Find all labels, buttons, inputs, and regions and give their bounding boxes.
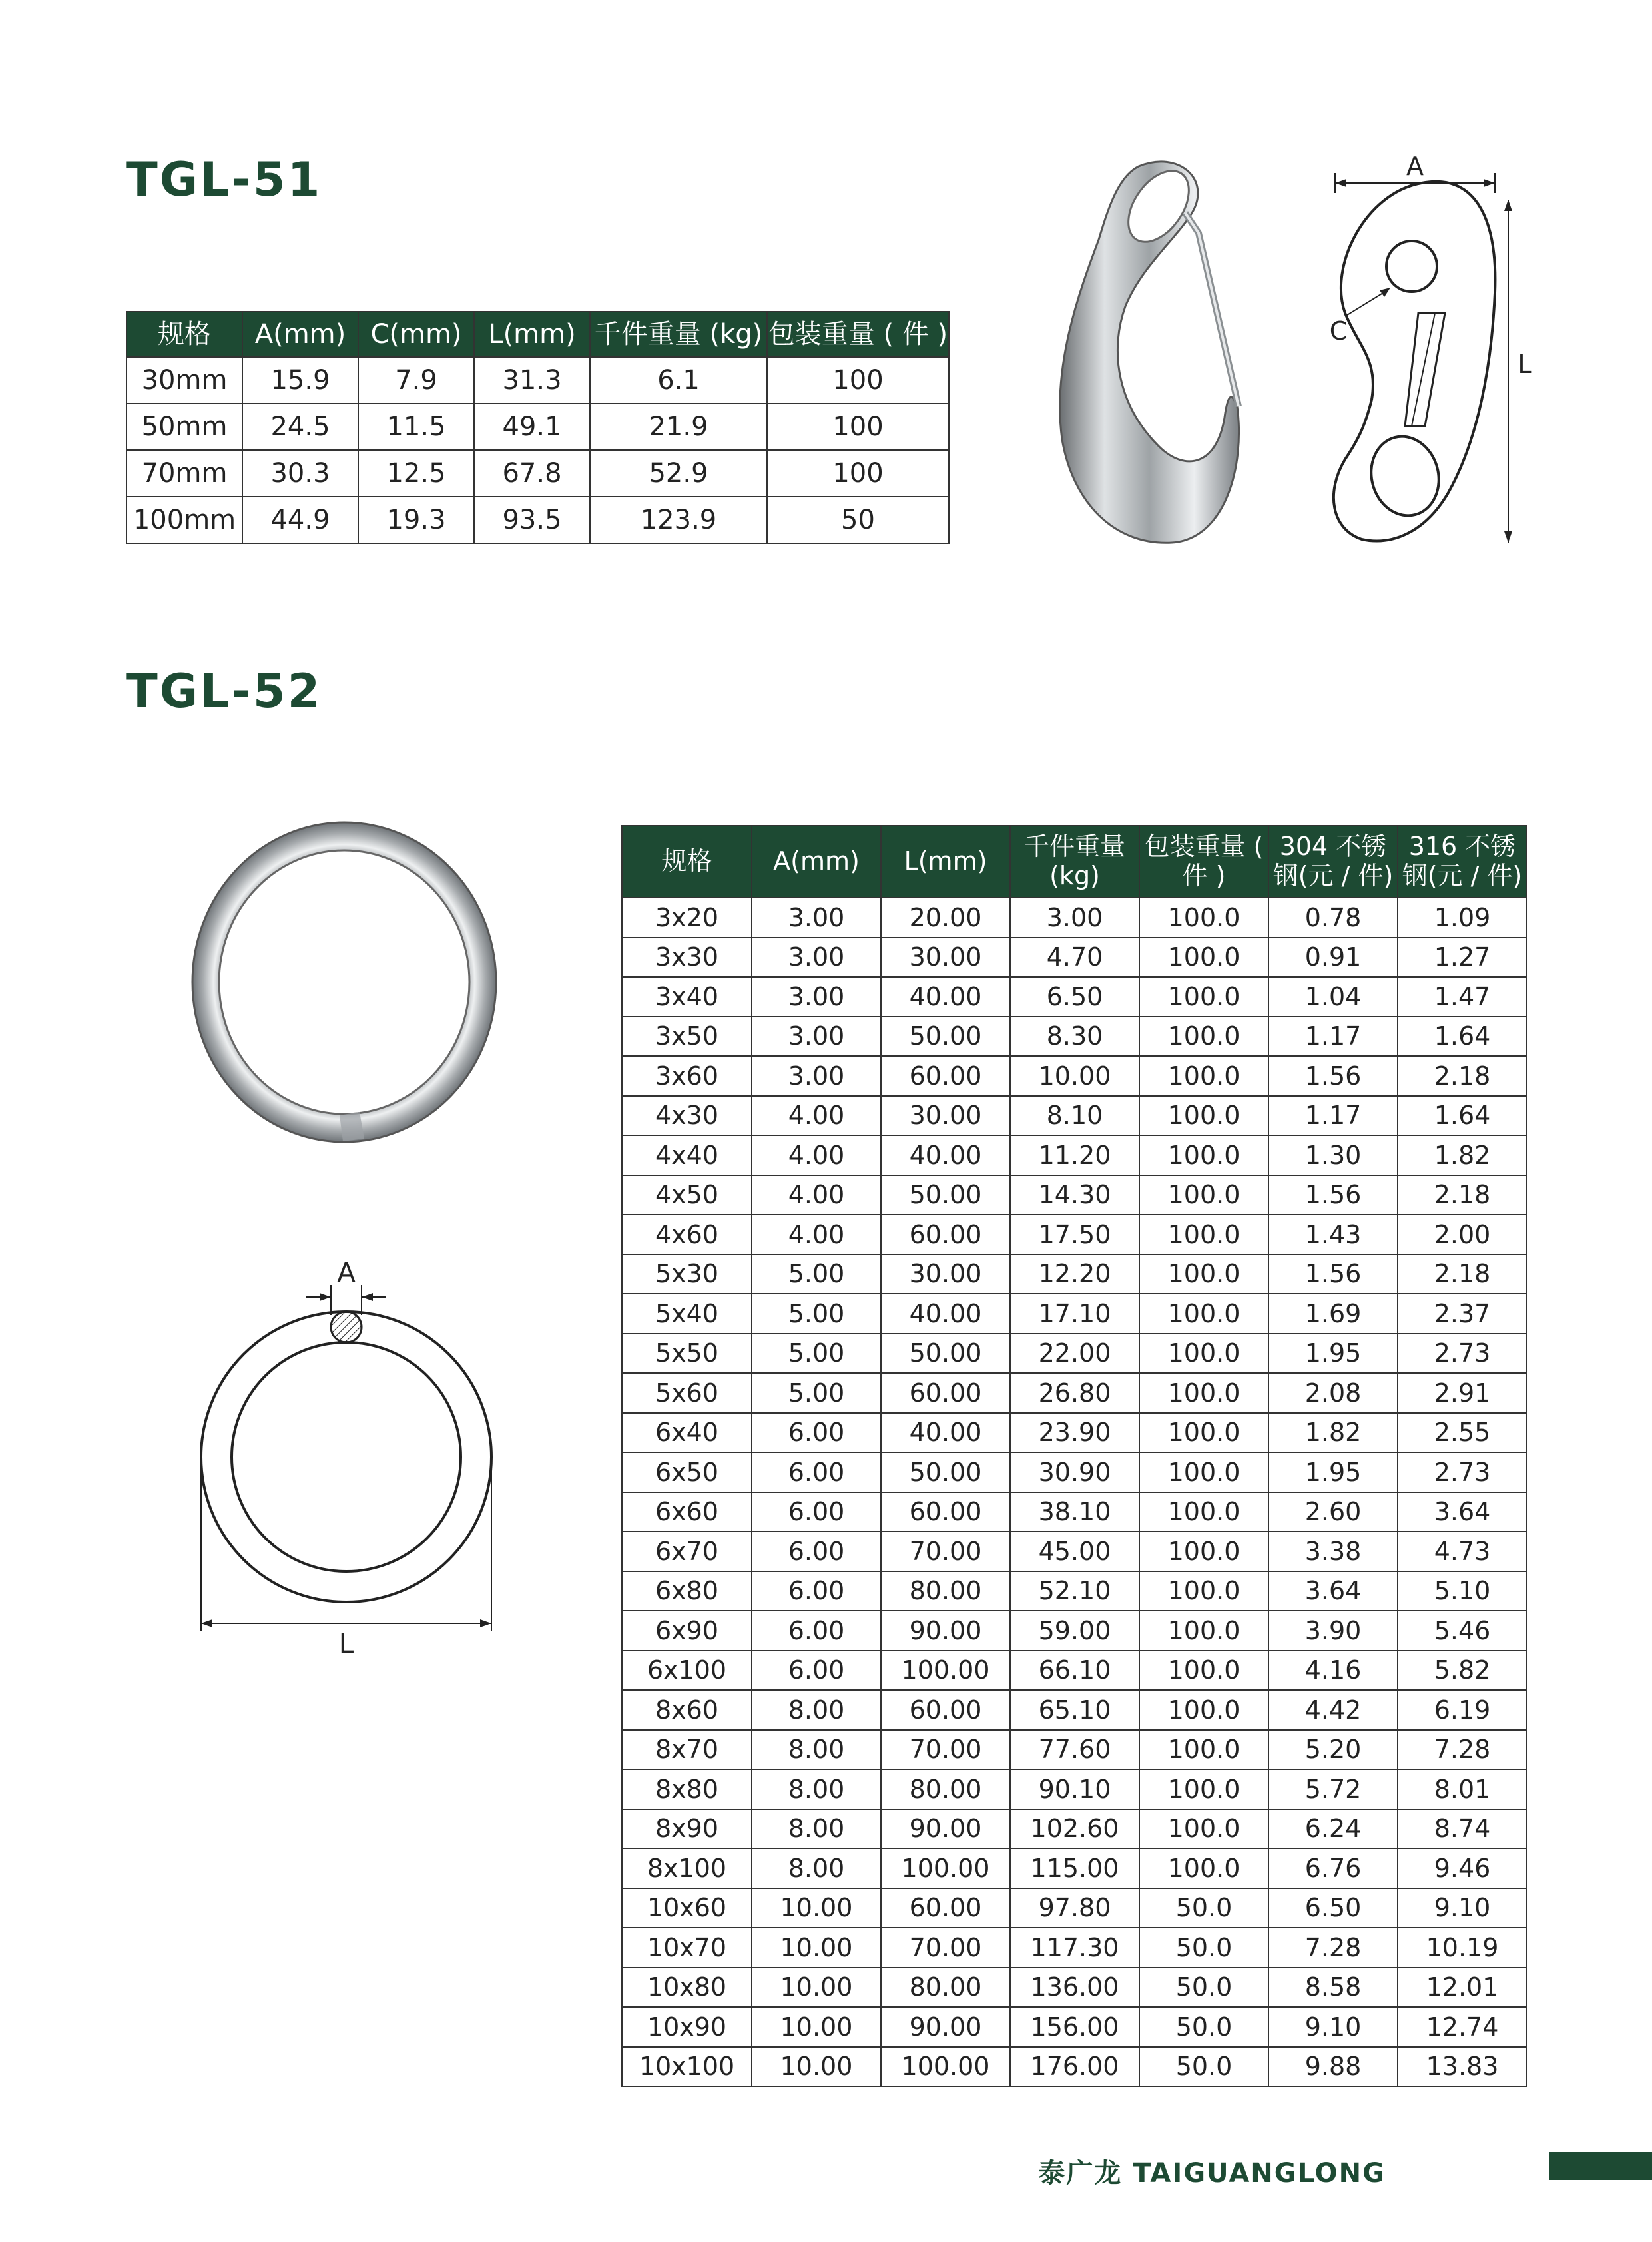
table-header-row <box>127 312 949 357</box>
table-header-row <box>622 826 1527 898</box>
size-cell: 10x80 <box>622 1968 752 2008</box>
table-cell: 50.0 <box>1139 1888 1268 1928</box>
table-cell: 70.00 <box>881 1928 1010 1968</box>
table-cell: 3.00 <box>752 938 881 978</box>
table-cell: 70.00 <box>881 1532 1010 1571</box>
table-cell: 50.0 <box>1139 2047 1268 2087</box>
table-cell: 10.00 <box>752 1928 881 1968</box>
table-cell: 6.00 <box>752 1492 881 1532</box>
table-cell: 23.90 <box>1010 1413 1139 1453</box>
table-cell: 100.0 <box>1139 1809 1268 1849</box>
table-cell: 5.82 <box>1398 1651 1527 1691</box>
table-cell: 8.00 <box>752 1690 881 1730</box>
column-header: 千件重量 (kg) <box>1010 826 1139 898</box>
table-cell: 100.0 <box>1139 1255 1268 1294</box>
table-cell: 30.00 <box>881 938 1010 978</box>
table-cell: 100.0 <box>1139 1730 1268 1770</box>
table-cell: 100.0 <box>1139 1017 1268 1057</box>
table-cell: 50.00 <box>881 1452 1010 1492</box>
table-cell: 100.0 <box>1139 1492 1268 1532</box>
table-row <box>622 2047 1527 2087</box>
table-row <box>127 497 949 543</box>
table-row <box>622 1135 1527 1175</box>
table-cell: 2.18 <box>1398 1056 1527 1096</box>
table-cell: 1.04 <box>1268 977 1398 1017</box>
size-cell: 3x50 <box>622 1017 752 1057</box>
table-cell: 8.58 <box>1268 1968 1398 2008</box>
table-row <box>622 977 1527 1017</box>
table-row <box>622 1928 1527 1968</box>
table-cell: 100.0 <box>1139 1215 1268 1255</box>
table-cell: 123.9 <box>590 497 767 543</box>
table-row <box>127 357 949 404</box>
table-cell: 6.50 <box>1010 977 1139 1017</box>
table-cell: 4.70 <box>1010 938 1139 978</box>
tgl51-title: TGL-51 <box>126 152 322 207</box>
table-row <box>622 1730 1527 1770</box>
table-cell: 1.27 <box>1398 938 1527 978</box>
table-cell: 0.78 <box>1268 898 1398 938</box>
table-cell: 15.9 <box>242 357 358 404</box>
table-cell: 3.00 <box>1010 898 1139 938</box>
size-cell: 6x60 <box>622 1492 752 1532</box>
table-cell: 1.69 <box>1268 1294 1398 1334</box>
dim-a-label: A <box>1406 152 1424 181</box>
table-cell: 80.00 <box>881 1571 1010 1611</box>
table-cell: 9.10 <box>1398 1888 1527 1928</box>
table-cell: 1.64 <box>1398 1017 1527 1057</box>
table-cell: 100.0 <box>1139 1769 1268 1809</box>
table-cell: 3.64 <box>1268 1571 1398 1611</box>
table-cell: 8.00 <box>752 1809 881 1849</box>
table-cell: 19.3 <box>358 497 474 543</box>
table-cell: 40.00 <box>881 1294 1010 1334</box>
size-cell: 30mm <box>127 357 242 404</box>
table-cell: 4.42 <box>1268 1690 1398 1730</box>
table-cell: 9.46 <box>1398 1848 1527 1888</box>
table-cell: 6.1 <box>590 357 767 404</box>
dim-l-label: L <box>1517 350 1532 379</box>
table-cell: 45.00 <box>1010 1532 1139 1571</box>
table-cell: 5.00 <box>752 1255 881 1294</box>
table-cell: 26.80 <box>1010 1373 1139 1413</box>
table-cell: 2.55 <box>1398 1413 1527 1453</box>
table-cell: 3.00 <box>752 1056 881 1096</box>
table-cell: 100.0 <box>1139 1175 1268 1215</box>
column-header: L(mm) <box>474 312 590 357</box>
size-cell: 4x40 <box>622 1135 752 1175</box>
table-row <box>622 1255 1527 1294</box>
table-cell: 6.00 <box>752 1532 881 1571</box>
column-header: L(mm) <box>881 826 1010 898</box>
table-cell: 2.73 <box>1398 1452 1527 1492</box>
table-cell: 3.64 <box>1398 1492 1527 1532</box>
size-cell: 100mm <box>127 497 242 543</box>
table-cell: 2.18 <box>1398 1175 1527 1215</box>
size-cell: 5x50 <box>622 1334 752 1374</box>
table-cell: 90.10 <box>1010 1769 1139 1809</box>
table-row <box>622 1096 1527 1136</box>
table-cell: 2.91 <box>1398 1373 1527 1413</box>
table-cell: 10.00 <box>1010 1056 1139 1096</box>
table-cell: 2.37 <box>1398 1294 1527 1334</box>
table-cell: 10.00 <box>752 2007 881 2047</box>
table-cell: 3.38 <box>1268 1532 1398 1571</box>
size-cell: 4x50 <box>622 1175 752 1215</box>
size-cell: 8x90 <box>622 1809 752 1849</box>
table-cell: 90.00 <box>881 1611 1010 1651</box>
table-cell: 1.47 <box>1398 977 1527 1017</box>
table-cell: 40.00 <box>881 1413 1010 1453</box>
table-row <box>622 2007 1527 2047</box>
table-cell: 3.00 <box>752 1017 881 1057</box>
table-cell: 100.0 <box>1139 1848 1268 1888</box>
table-cell: 12.01 <box>1398 1968 1527 2008</box>
table-cell: 5.20 <box>1268 1730 1398 1770</box>
size-cell: 6x100 <box>622 1651 752 1691</box>
table-row <box>622 1294 1527 1334</box>
table-cell: 1.56 <box>1268 1175 1398 1215</box>
table-cell: 65.10 <box>1010 1690 1139 1730</box>
table-row <box>622 1532 1527 1571</box>
footer-accent-bar <box>1549 2152 1652 2180</box>
snap-hook-diagram <box>1305 146 1558 559</box>
size-cell: 10x90 <box>622 2007 752 2047</box>
size-cell: 6x90 <box>622 1611 752 1651</box>
table-row <box>622 1888 1527 1928</box>
table-cell: 10.00 <box>752 2047 881 2087</box>
table-cell: 50.00 <box>881 1334 1010 1374</box>
table-cell: 59.00 <box>1010 1611 1139 1651</box>
size-cell: 3x60 <box>622 1056 752 1096</box>
table-cell: 17.50 <box>1010 1215 1139 1255</box>
column-header: 千件重量 (kg) <box>590 312 767 357</box>
column-header: 规格 <box>127 312 242 357</box>
table-cell: 136.00 <box>1010 1968 1139 2008</box>
table-cell: 2.08 <box>1268 1373 1398 1413</box>
table-cell: 100.0 <box>1139 1413 1268 1453</box>
table-row <box>622 1848 1527 1888</box>
table-cell: 9.10 <box>1268 2007 1398 2047</box>
table-cell: 10.00 <box>752 1968 881 2008</box>
round-ring-photo <box>190 819 499 1152</box>
table-cell: 52.10 <box>1010 1571 1139 1611</box>
table-cell: 2.60 <box>1268 1492 1398 1532</box>
table-cell: 100.0 <box>1139 1294 1268 1334</box>
table-cell: 50.0 <box>1139 2007 1268 2047</box>
table-cell: 1.09 <box>1398 898 1527 938</box>
table-cell: 8.74 <box>1398 1809 1527 1849</box>
size-cell: 6x80 <box>622 1571 752 1611</box>
table-cell: 1.43 <box>1268 1215 1398 1255</box>
table-cell: 22.00 <box>1010 1334 1139 1374</box>
table-row <box>622 1017 1527 1057</box>
table-cell: 12.20 <box>1010 1255 1139 1294</box>
table-cell: 5.00 <box>752 1373 881 1413</box>
table-cell: 1.95 <box>1268 1334 1398 1374</box>
table-cell: 5.00 <box>752 1294 881 1334</box>
table-cell: 100.0 <box>1139 1690 1268 1730</box>
table-cell: 100.0 <box>1139 1452 1268 1492</box>
table-cell: 100.00 <box>881 1651 1010 1691</box>
size-cell: 6x70 <box>622 1532 752 1571</box>
size-cell: 3x30 <box>622 938 752 978</box>
table-cell: 100 <box>767 357 949 404</box>
table-cell: 60.00 <box>881 1888 1010 1928</box>
dim-a-label: A <box>337 1258 356 1288</box>
table-cell: 6.76 <box>1268 1848 1398 1888</box>
table-cell: 5.46 <box>1398 1611 1527 1651</box>
table-cell: 4.73 <box>1398 1532 1527 1571</box>
table-cell: 90.00 <box>881 2007 1010 2047</box>
table-cell: 100.0 <box>1139 1056 1268 1096</box>
tgl51-spec-table <box>126 311 950 544</box>
table-cell: 6.00 <box>752 1571 881 1611</box>
table-cell: 44.9 <box>242 497 358 543</box>
column-header: 包装重量 ( 件 ) <box>767 312 949 357</box>
table-cell: 100.0 <box>1139 1571 1268 1611</box>
table-row <box>622 1651 1527 1691</box>
size-cell: 5x40 <box>622 1294 752 1334</box>
table-cell: 8.00 <box>752 1730 881 1770</box>
table-cell: 176.00 <box>1010 2047 1139 2087</box>
table-cell: 6.00 <box>752 1611 881 1651</box>
size-cell: 5x30 <box>622 1255 752 1294</box>
table-cell: 12.74 <box>1398 2007 1527 2047</box>
table-row <box>622 1809 1527 1849</box>
table-row <box>622 938 1527 978</box>
table-cell: 1.82 <box>1268 1413 1398 1453</box>
size-cell: 10x60 <box>622 1888 752 1928</box>
table-cell: 30.00 <box>881 1096 1010 1136</box>
table-cell: 3.00 <box>752 898 881 938</box>
table-cell: 80.00 <box>881 1968 1010 2008</box>
table-cell: 4.00 <box>752 1215 881 1255</box>
table-row <box>622 898 1527 938</box>
table-cell: 30.00 <box>881 1255 1010 1294</box>
table-cell: 60.00 <box>881 1690 1010 1730</box>
table-cell: 12.5 <box>358 450 474 497</box>
column-header: A(mm) <box>242 312 358 357</box>
table-cell: 17.10 <box>1010 1294 1139 1334</box>
table-cell: 0.91 <box>1268 938 1398 978</box>
size-cell: 8x80 <box>622 1769 752 1809</box>
table-cell: 1.30 <box>1268 1135 1398 1175</box>
table-cell: 100.0 <box>1139 1135 1268 1175</box>
table-row <box>622 1215 1527 1255</box>
table-cell: 100.0 <box>1139 1373 1268 1413</box>
table-cell: 6.24 <box>1268 1809 1398 1849</box>
table-cell: 30.90 <box>1010 1452 1139 1492</box>
table-cell: 5.72 <box>1268 1769 1398 1809</box>
table-cell: 100 <box>767 404 949 450</box>
size-cell: 8x60 <box>622 1690 752 1730</box>
table-cell: 24.5 <box>242 404 358 450</box>
table-cell: 60.00 <box>881 1056 1010 1096</box>
size-cell: 8x70 <box>622 1730 752 1770</box>
table-cell: 21.9 <box>590 404 767 450</box>
table-cell: 8.30 <box>1010 1017 1139 1057</box>
table-cell: 8.01 <box>1398 1769 1527 1809</box>
table-cell: 10.19 <box>1398 1928 1527 1968</box>
size-cell: 8x100 <box>622 1848 752 1888</box>
table-cell: 11.5 <box>358 404 474 450</box>
table-cell: 60.00 <box>881 1215 1010 1255</box>
table-cell: 1.56 <box>1268 1056 1398 1096</box>
table-cell: 4.16 <box>1268 1651 1398 1691</box>
table-cell: 30.3 <box>242 450 358 497</box>
column-header: C(mm) <box>358 312 474 357</box>
table-cell: 50.0 <box>1139 1968 1268 2008</box>
table-cell: 102.60 <box>1010 1809 1139 1849</box>
table-cell: 11.20 <box>1010 1135 1139 1175</box>
table-cell: 40.00 <box>881 1135 1010 1175</box>
size-cell: 3x20 <box>622 898 752 938</box>
size-cell: 4x60 <box>622 1215 752 1255</box>
tgl52-spec-table <box>621 825 1527 2087</box>
table-cell: 2.18 <box>1398 1255 1527 1294</box>
table-cell: 6.00 <box>752 1452 881 1492</box>
table-cell: 100.00 <box>881 2047 1010 2087</box>
column-header: 304 不锈 钢(元 / 件) <box>1268 826 1398 898</box>
snap-hook-photo <box>1025 153 1278 553</box>
table-cell: 66.10 <box>1010 1651 1139 1691</box>
table-cell: 1.95 <box>1268 1452 1398 1492</box>
tgl52-title: TGL-52 <box>126 664 322 718</box>
size-cell: 6x40 <box>622 1413 752 1453</box>
footer-brand: 泰广龙 TAIGUANGLONG <box>1038 2158 1386 2189</box>
table-cell: 49.1 <box>474 404 590 450</box>
table-cell: 1.64 <box>1398 1096 1527 1136</box>
table-cell: 6.00 <box>752 1651 881 1691</box>
table-cell: 90.00 <box>881 1809 1010 1849</box>
table-cell: 1.82 <box>1398 1135 1527 1175</box>
table-cell: 6.50 <box>1268 1888 1398 1928</box>
table-cell: 100 <box>767 450 949 497</box>
table-cell: 9.88 <box>1268 2047 1398 2087</box>
table-cell: 10.00 <box>752 1888 881 1928</box>
table-row <box>622 1571 1527 1611</box>
column-header: 规格 <box>622 826 752 898</box>
table-cell: 100.0 <box>1139 898 1268 938</box>
table-cell: 100.0 <box>1139 1532 1268 1571</box>
table-cell: 77.60 <box>1010 1730 1139 1770</box>
table-cell: 50 <box>767 497 949 543</box>
table-cell: 2.00 <box>1398 1215 1527 1255</box>
table-cell: 1.17 <box>1268 1096 1398 1136</box>
table-row <box>622 1968 1527 2008</box>
table-cell: 67.8 <box>474 450 590 497</box>
table-cell: 52.9 <box>590 450 767 497</box>
table-cell: 13.83 <box>1398 2047 1527 2087</box>
table-cell: 117.30 <box>1010 1928 1139 1968</box>
table-cell: 50.0 <box>1139 1928 1268 1968</box>
size-cell: 5x60 <box>622 1373 752 1413</box>
table-cell: 115.00 <box>1010 1848 1139 1888</box>
dim-l-label: L <box>338 1629 354 1658</box>
table-row <box>622 1769 1527 1809</box>
table-cell: 100.0 <box>1139 1096 1268 1136</box>
table-cell: 1.56 <box>1268 1255 1398 1294</box>
table-cell: 60.00 <box>881 1492 1010 1532</box>
table-cell: 100.0 <box>1139 1334 1268 1374</box>
table-cell: 20.00 <box>881 898 1010 938</box>
table-cell: 2.73 <box>1398 1334 1527 1374</box>
table-cell: 70.00 <box>881 1730 1010 1770</box>
table-cell: 100.0 <box>1139 977 1268 1017</box>
size-cell: 10x100 <box>622 2047 752 2087</box>
table-cell: 5.00 <box>752 1334 881 1374</box>
table-cell: 6.19 <box>1398 1690 1527 1730</box>
table-row <box>127 404 949 450</box>
size-cell: 50mm <box>127 404 242 450</box>
table-row <box>127 450 949 497</box>
column-header: 包装重量 ( 件 ) <box>1139 826 1268 898</box>
table-cell: 50.00 <box>881 1017 1010 1057</box>
table-cell: 4.00 <box>752 1135 881 1175</box>
table-cell: 7.28 <box>1268 1928 1398 1968</box>
table-cell: 60.00 <box>881 1373 1010 1413</box>
table-cell: 40.00 <box>881 977 1010 1017</box>
table-cell: 4.00 <box>752 1096 881 1136</box>
column-header: A(mm) <box>752 826 881 898</box>
table-cell: 93.5 <box>474 497 590 543</box>
table-cell: 8.00 <box>752 1848 881 1888</box>
table-row <box>622 1373 1527 1413</box>
table-cell: 8.00 <box>752 1769 881 1809</box>
table-row <box>622 1056 1527 1096</box>
table-cell: 100.0 <box>1139 938 1268 978</box>
size-cell: 6x50 <box>622 1452 752 1492</box>
table-cell: 100.0 <box>1139 1651 1268 1691</box>
table-cell: 7.28 <box>1398 1730 1527 1770</box>
table-row <box>622 1452 1527 1492</box>
table-cell: 31.3 <box>474 357 590 404</box>
table-cell: 100.00 <box>881 1848 1010 1888</box>
table-cell: 6.00 <box>752 1413 881 1453</box>
table-row <box>622 1175 1527 1215</box>
table-cell: 5.10 <box>1398 1571 1527 1611</box>
table-row <box>622 1413 1527 1453</box>
table-row <box>622 1611 1527 1651</box>
table-cell: 8.10 <box>1010 1096 1139 1136</box>
table-cell: 4.00 <box>752 1175 881 1215</box>
table-row <box>622 1334 1527 1374</box>
size-cell: 3x40 <box>622 977 752 1017</box>
table-cell: 7.9 <box>358 357 474 404</box>
round-ring-diagram <box>193 1245 499 1658</box>
size-cell: 10x70 <box>622 1928 752 1968</box>
table-cell: 38.10 <box>1010 1492 1139 1532</box>
table-cell: 50.00 <box>881 1175 1010 1215</box>
column-header: 316 不锈 钢(元 / 件) <box>1398 826 1527 898</box>
size-cell: 4x30 <box>622 1096 752 1136</box>
table-cell: 156.00 <box>1010 2007 1139 2047</box>
table-row <box>622 1690 1527 1730</box>
dim-c-label: C <box>1329 316 1348 346</box>
table-cell: 3.90 <box>1268 1611 1398 1651</box>
table-cell: 3.00 <box>752 977 881 1017</box>
table-cell: 1.17 <box>1268 1017 1398 1057</box>
table-cell: 100.0 <box>1139 1611 1268 1651</box>
table-row <box>622 1492 1527 1532</box>
size-cell: 70mm <box>127 450 242 497</box>
table-cell: 14.30 <box>1010 1175 1139 1215</box>
table-cell: 80.00 <box>881 1769 1010 1809</box>
table-cell: 97.80 <box>1010 1888 1139 1928</box>
